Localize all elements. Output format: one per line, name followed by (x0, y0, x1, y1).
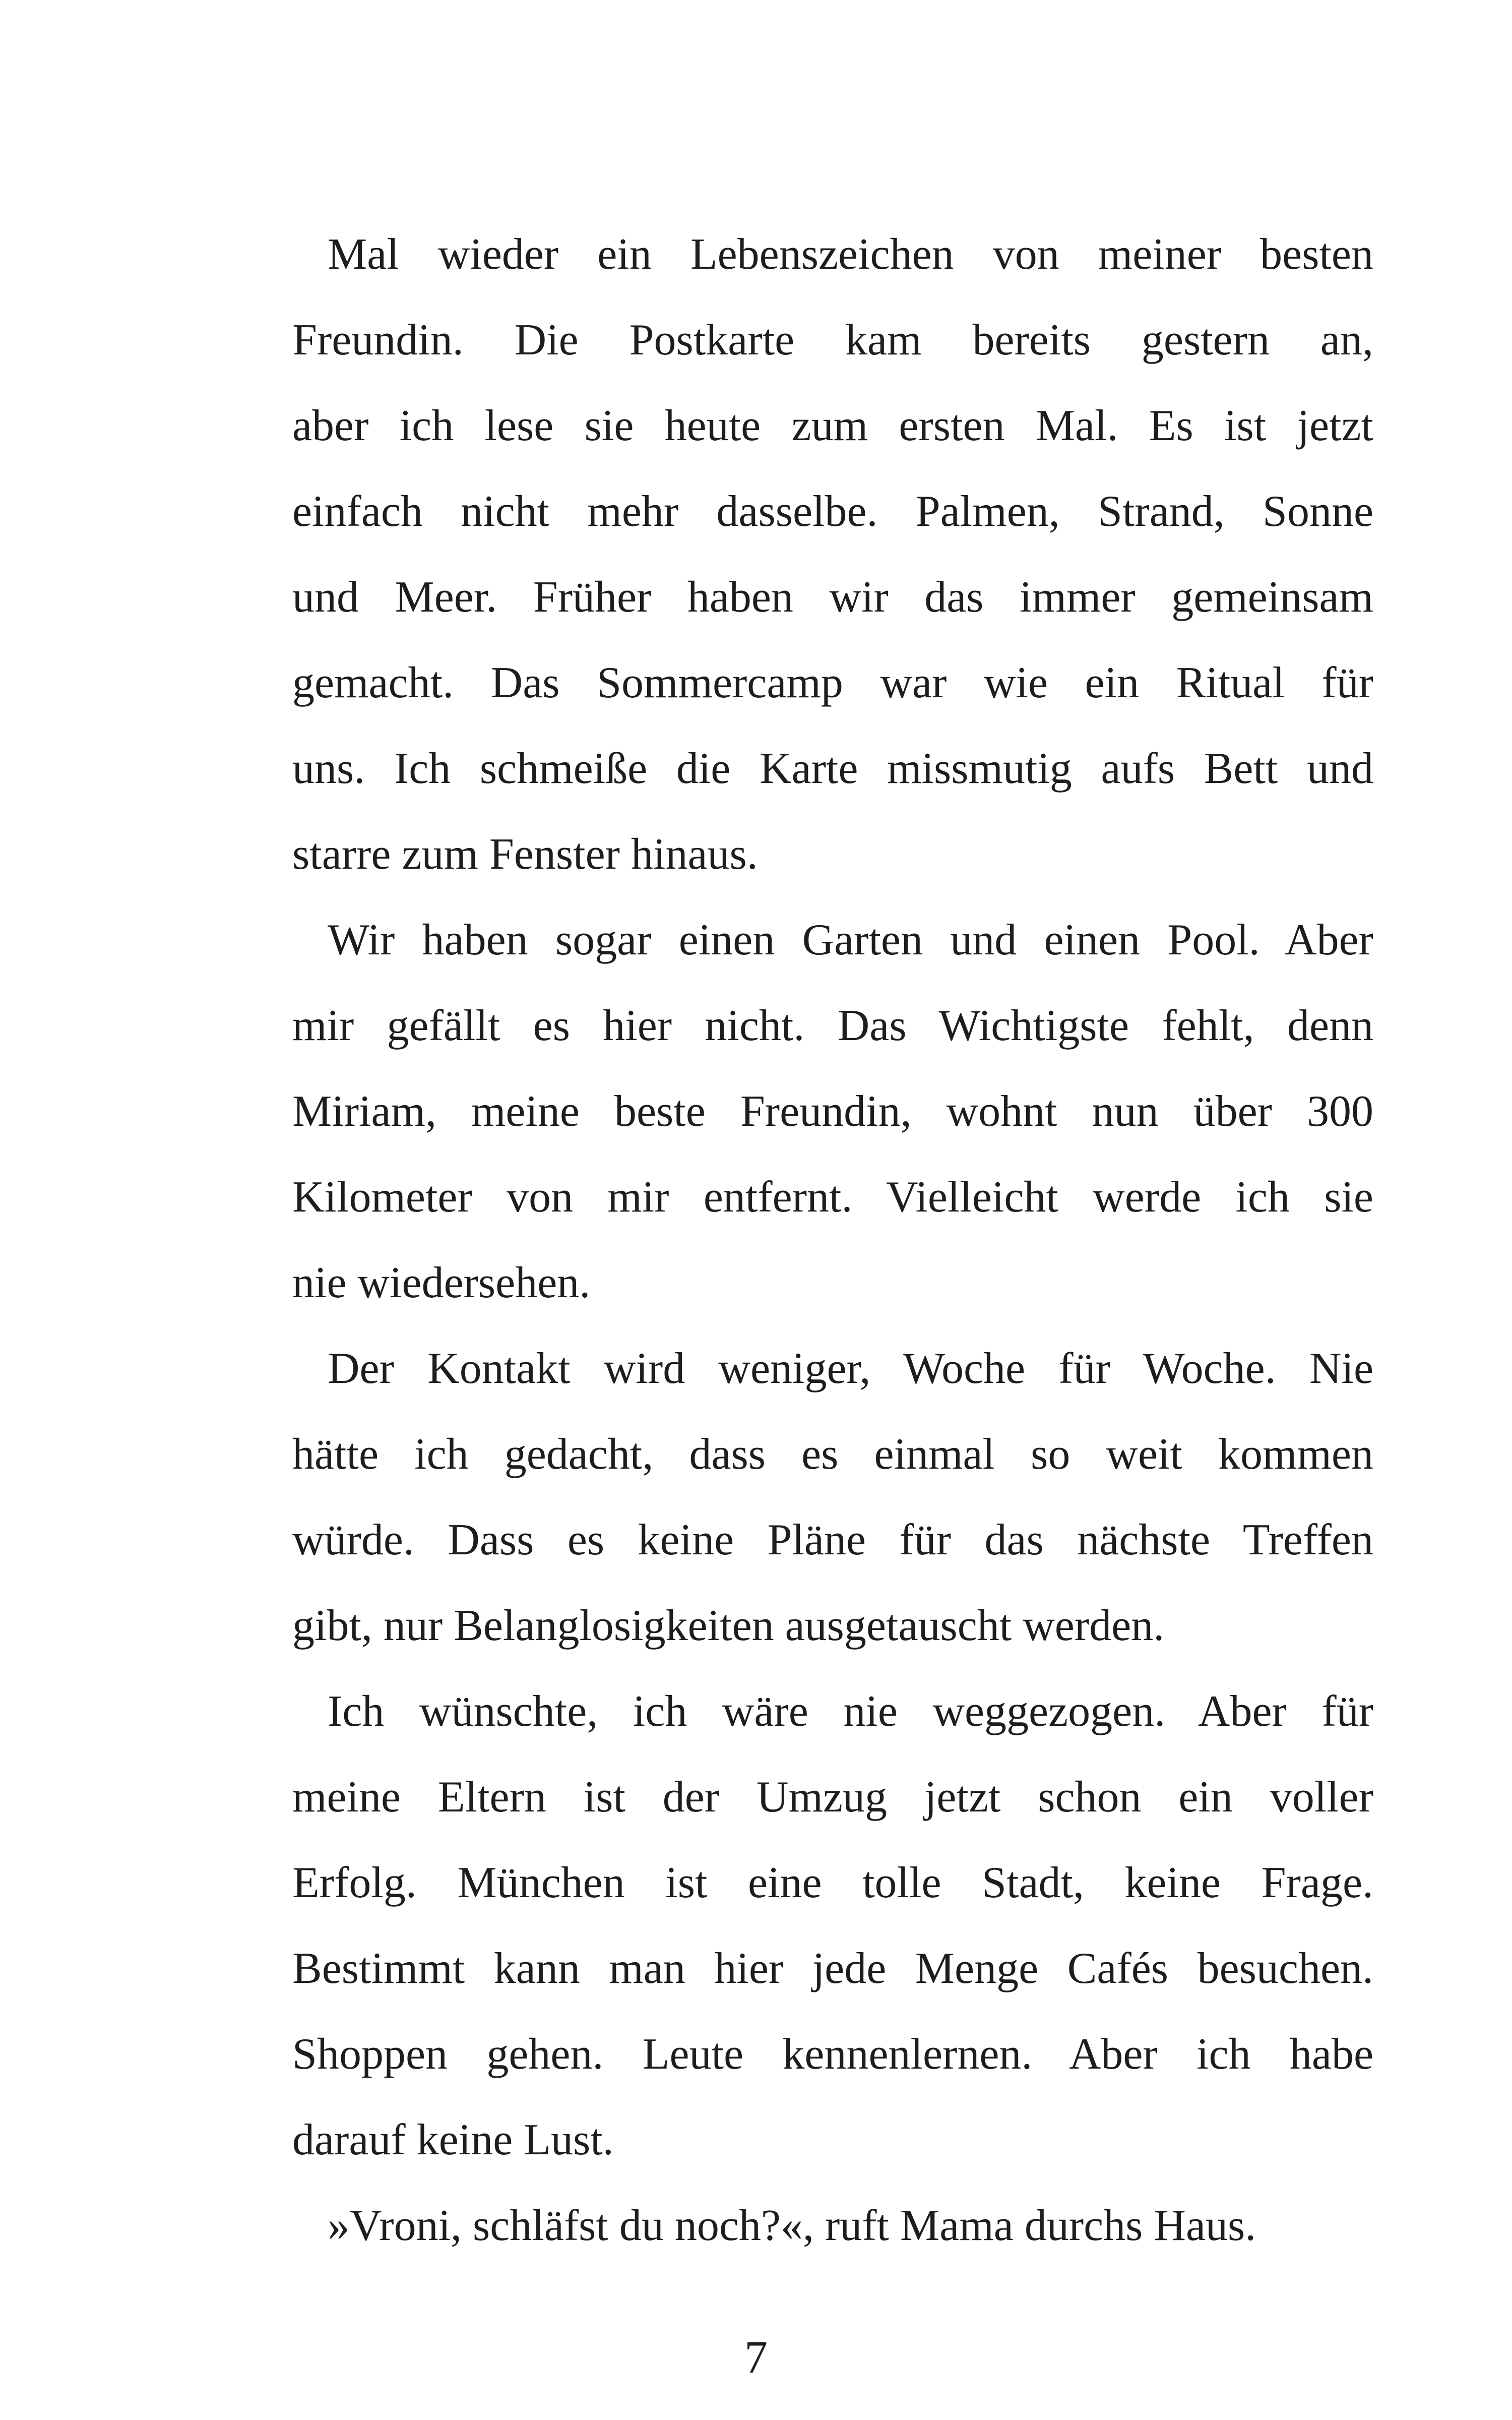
text-line: würde. Dass es keine Pläne für das nächste Treffen (292, 1516, 1373, 1564)
text-line: Bestimmt kann man hier jede Menge Cafés besuchen. (292, 1944, 1373, 1993)
text-line: uns. Ich schmeiße die Karte missmutig aufs Bett und (292, 744, 1373, 793)
text-line: nie wiedersehen. (292, 1258, 591, 1307)
text-line: aber ich lese sie heute zum ersten Mal. Es ist jetzt (292, 401, 1373, 450)
text-line: meine Eltern ist der Umzug jetzt schon ein voller (292, 1773, 1373, 1822)
text-line: »Vroni, schläfst du noch?«, ruft Mama durchs Haus. (328, 2201, 1256, 2250)
text-line: hätte ich gedacht, dass es einmal so weit kommen (292, 1430, 1373, 1479)
text-line: Freundin. Die Postkarte kam bereits gestern an, (292, 316, 1373, 365)
body-text (292, 212, 1373, 2269)
text-line: und Meer. Früher haben wir das immer gemeinsam (292, 573, 1373, 622)
paragraph (292, 897, 1373, 1326)
text-line: Mal wieder ein Lebenszeichen von meiner besten (328, 230, 1373, 279)
text-line: einfach nicht mehr dasselbe. Palmen, Strand, Sonne (292, 487, 1373, 536)
paragraph (292, 1326, 1373, 1669)
text-line: Ich wünschte, ich wäre nie weggezogen. Aber für (328, 1687, 1373, 1736)
page-number: 7 (744, 2331, 768, 2383)
text-line: Der Kontakt wird weniger, Woche für Woche. Nie (328, 1344, 1373, 1393)
text-line: Erfolg. München ist eine tolle Stadt, keine Frage. (292, 1858, 1373, 1907)
text-line: mir gefällt es hier nicht. Das Wichtigste fehlt, denn (292, 1001, 1373, 1050)
text-line: Kilometer von mir entfernt. Vielleicht werde ich sie (292, 1173, 1373, 1222)
text-line: gemacht. Das Sommercamp war wie ein Ritual für (292, 658, 1373, 707)
text-line: starre zum Fenster hinaus. (292, 830, 758, 879)
paragraph (292, 212, 1373, 897)
text-line: Miriam, meine beste Freundin, wohnt nun über 300 (292, 1087, 1373, 1136)
text-line: gibt, nur Belanglosigkeiten ausgetauscht werden. (292, 1601, 1165, 1650)
paragraph (292, 1669, 1373, 2183)
paragraph (292, 2183, 1373, 2269)
text-line: darauf keine Lust. (292, 2115, 614, 2164)
text-line: Shoppen gehen. Leute kennenlernen. Aber ich habe (292, 2030, 1373, 2079)
text-line: Wir haben sogar einen Garten und einen Pool. Aber (328, 916, 1373, 964)
